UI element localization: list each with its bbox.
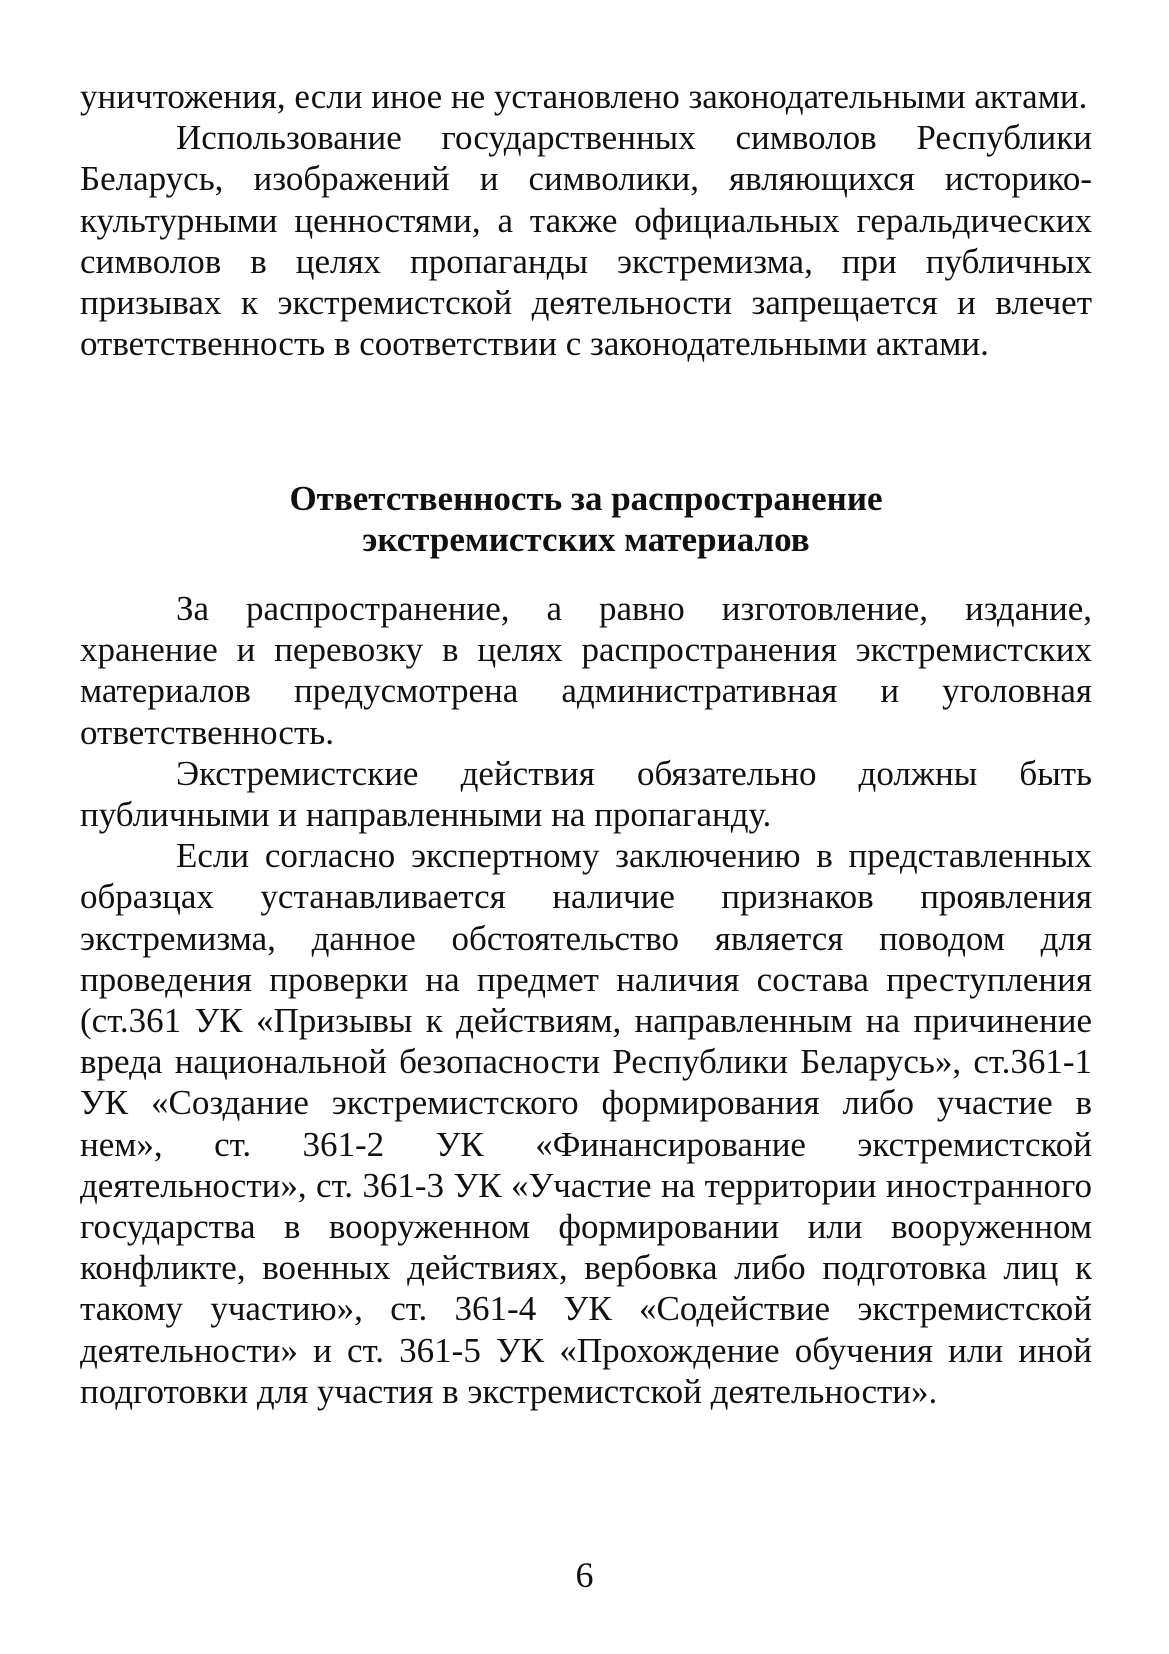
paragraph-criminal-articles: Если согласно экспертному заключению в представленных образцах устанавливается наличие признаков проявления экстремизма, данное обстоятельство является поводом для проведения проверки на предмет наличия состава преступления (ст.361 УК «Призывы к действиям, направленным на причинение вреда национальной безопасности Республики Беларусь», ст.361-1 УК «Создание экстремистского формирования либо участие в нем», ст. 361-2 УК «Финансирование экстремистской деятельности», ст. 361-3 УК «Участие на территории иностранного государства в вооруженном формировании или вооруженном конфликте, военных действиях, вербовка либо подготовка лиц к такому участию», ст. 361-4 УК «Содействие экстремистской деятельности» и ст. 361-5 УК «Прохождение обучения или иной подготовки для участия в экстремистской деятельности».: [80, 836, 1092, 1411]
text-block-intro: [80, 76, 1092, 364]
paragraph-public-actions: Экстремистские действия обязательно должны быть публичными и направленными на пропаганду.: [80, 753, 1092, 835]
section-heading-line-2: экстремистских материалов: [362, 520, 810, 559]
section-heading: [80, 478, 1092, 560]
paragraph-continuation: уничтожения, если иное не установлено законодательными актами.: [80, 77, 1088, 116]
page-number: 6: [575, 1555, 594, 1595]
paragraph-state-symbols: Использование государственных символов Республики Беларусь, изображений и символики, являющихся историко-культурными ценностями, а также официальных геральдических символов в целях пропаганды экстремизма, при публичных призывах к экстремистской деятельности запрещается и влечет ответственность в соответствии с законодательными актами.: [80, 118, 1092, 364]
text-block-main: [80, 588, 1092, 1412]
section-heading-line-1: Ответственность за распространение: [289, 479, 883, 518]
paragraph-liability: За распространение, а равно изготовление, издание, хранение и перевозку в целях распространения экстремистских материалов предусмотрена административная и уголовная ответственность.: [80, 589, 1092, 752]
